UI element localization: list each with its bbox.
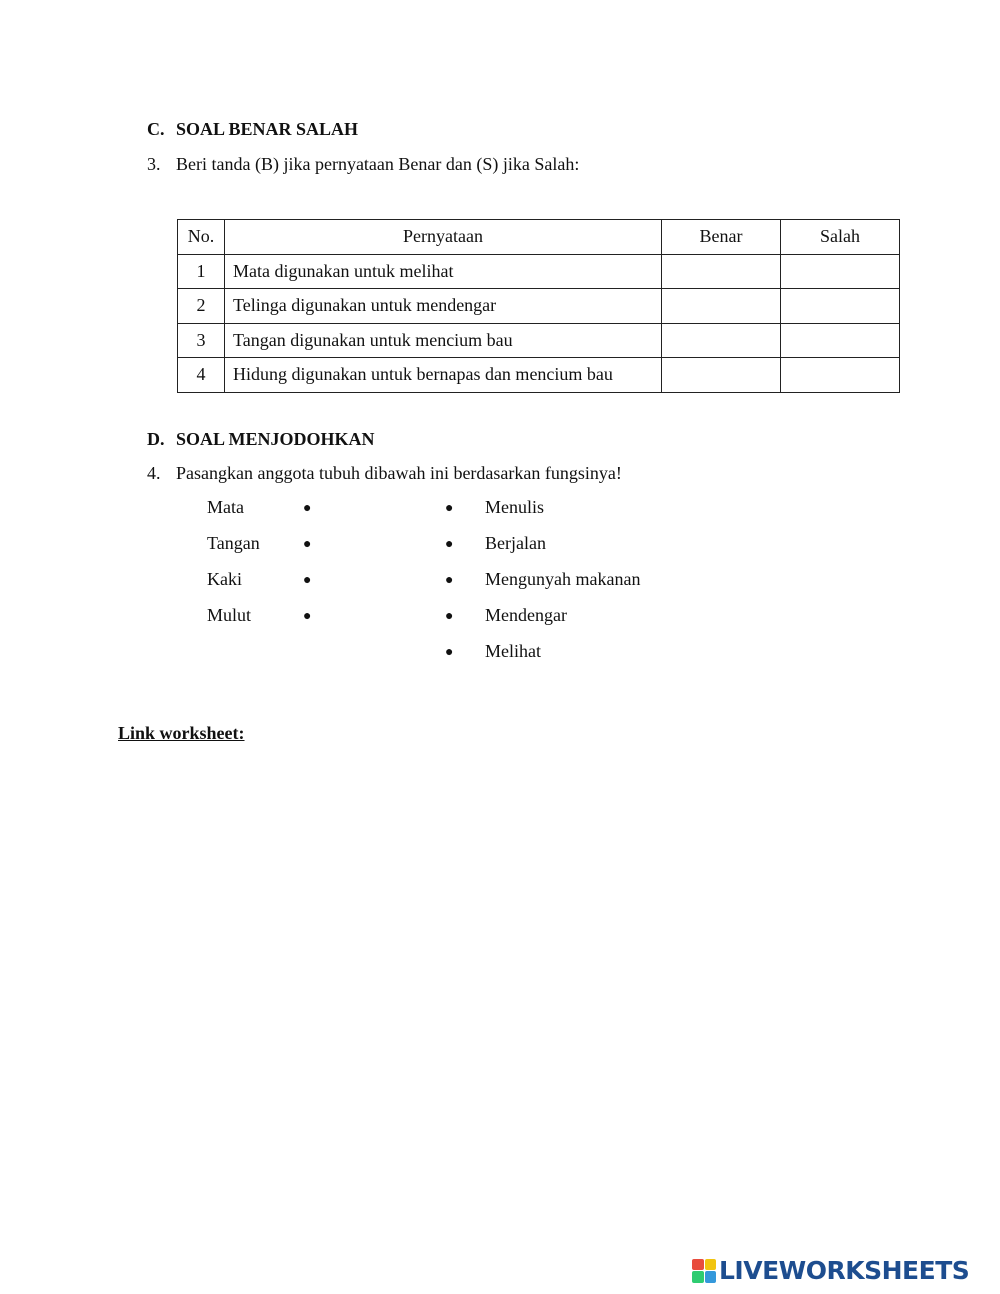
row-number: 2 — [178, 289, 225, 324]
row-statement: Tangan digunakan untuk mencium bau — [225, 323, 662, 358]
header-statement: Pernyataan — [225, 220, 662, 255]
table-row — [178, 323, 900, 358]
logo-tile — [692, 1259, 704, 1271]
answer-true-cell[interactable] — [662, 289, 781, 324]
match-left-label: Kaki — [207, 569, 242, 589]
answer-true-cell[interactable] — [662, 254, 781, 289]
liveworksheets-logo — [692, 1256, 969, 1285]
table-row — [178, 289, 900, 324]
match-right-dot[interactable]: ● — [445, 501, 454, 516]
table-row — [178, 254, 900, 289]
match-left-label: Mata — [207, 497, 244, 517]
section-d-letter: D. — [147, 429, 165, 449]
match-right-label: Mengunyah makanan — [485, 569, 641, 589]
match-right-label: Mendengar — [485, 605, 567, 625]
row-number: 3 — [178, 323, 225, 358]
row-number: 1 — [178, 254, 225, 289]
row-statement: Mata digunakan untuk melihat — [225, 254, 662, 289]
logo-tile — [705, 1271, 717, 1283]
logo-text: LIVEWORKSHEETS — [719, 1256, 970, 1285]
section-c-letter: C. — [147, 119, 165, 139]
match-left-label: Tangan — [207, 533, 260, 553]
table-header-row — [178, 220, 900, 255]
header-false: Salah — [781, 220, 900, 255]
answer-true-cell[interactable] — [662, 323, 781, 358]
match-left-label: Mulut — [207, 605, 252, 625]
true-false-table — [177, 219, 900, 393]
match-right-label: Melihat — [485, 641, 541, 661]
match-right-dot[interactable]: ● — [445, 645, 454, 660]
row-number: 4 — [178, 358, 225, 393]
answer-true-cell[interactable] — [662, 358, 781, 393]
section-d-title: SOAL MENJODOHKAN — [176, 429, 375, 449]
logo-tile — [705, 1259, 717, 1271]
match-right-label: Berjalan — [485, 533, 546, 553]
answer-false-cell[interactable] — [781, 323, 900, 358]
match-right-dot[interactable]: ● — [445, 537, 454, 552]
answer-false-cell[interactable] — [781, 289, 900, 324]
link-worksheet-label: Link worksheet: — [118, 723, 245, 743]
match-right-label: Menulis — [485, 497, 545, 517]
match-left-dot[interactable]: ● — [303, 537, 312, 552]
header-no: No. — [178, 220, 225, 255]
table-row — [178, 358, 900, 393]
match-right-dot[interactable]: ● — [445, 573, 454, 588]
header-true: Benar — [662, 220, 781, 255]
question-3-number: 3. — [147, 154, 161, 174]
question-4-text: Pasangkan anggota tubuh dibawah ini berdasarkan fungsinya! — [176, 463, 622, 483]
row-statement: Telinga digunakan untuk mendengar — [225, 289, 662, 324]
section-c-title: SOAL BENAR SALAH — [176, 119, 359, 139]
question-4-number: 4. — [147, 463, 161, 483]
answer-false-cell[interactable] — [781, 358, 900, 393]
logo-mark-icon — [692, 1259, 716, 1283]
match-right-dot[interactable]: ● — [445, 609, 454, 624]
row-statement: Hidung digunakan untuk bernapas dan mencium bau — [225, 358, 662, 393]
match-left-dot[interactable]: ● — [303, 573, 312, 588]
answer-false-cell[interactable] — [781, 254, 900, 289]
match-left-dot[interactable]: ● — [303, 501, 312, 516]
logo-tile — [692, 1271, 704, 1283]
question-3-text: Beri tanda (B) jika pernyataan Benar dan (S) jika Salah: — [176, 154, 580, 174]
match-left-dot[interactable]: ● — [303, 609, 312, 624]
